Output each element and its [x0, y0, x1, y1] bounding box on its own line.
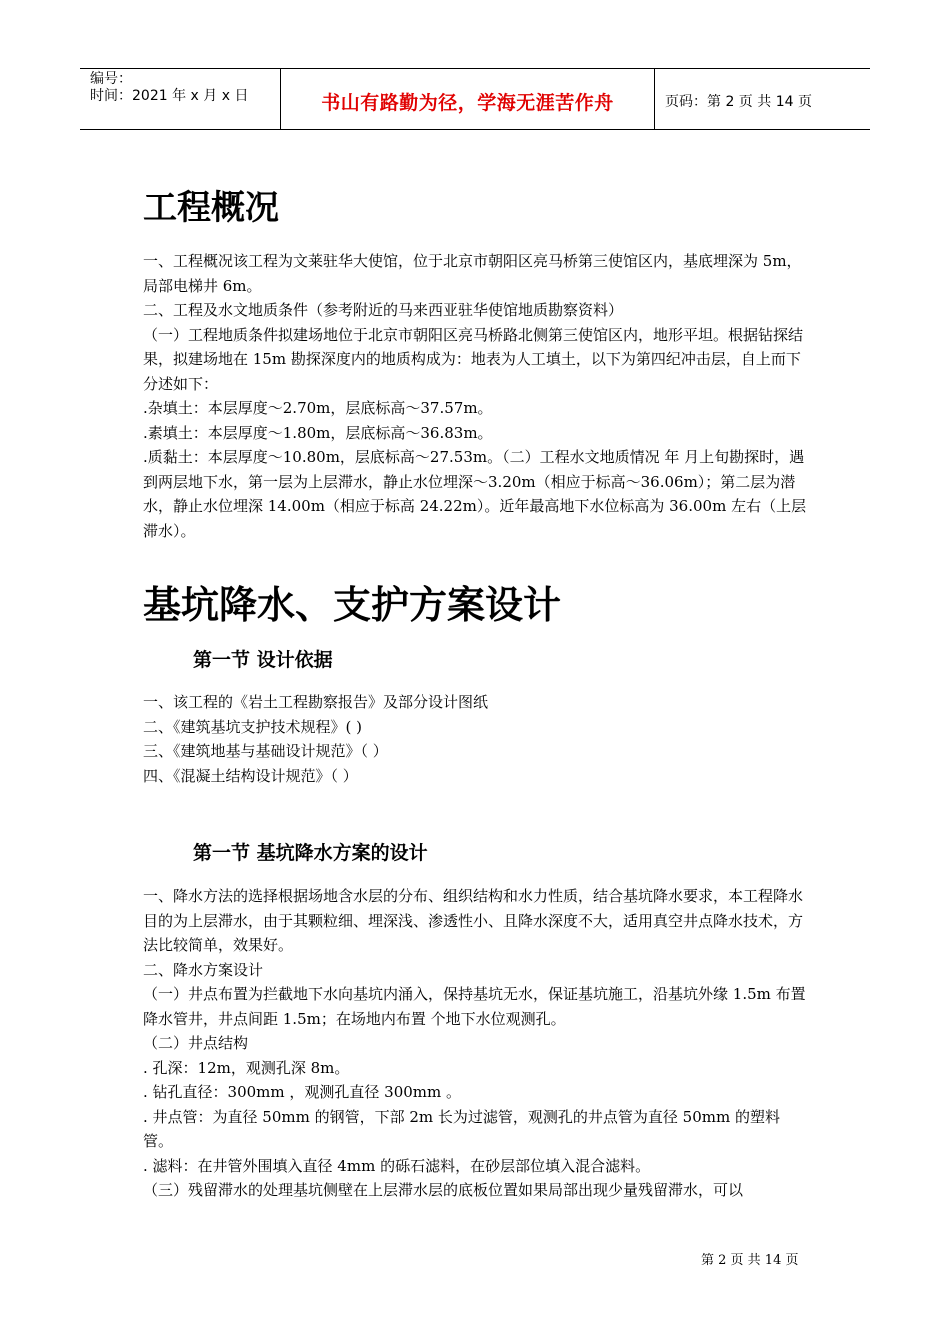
paragraph: . 井点管：为直径 50mm 的钢管，下部 2m 长为过滤管，观测孔的井点管为直径 50mm 的塑料管。	[143, 1107, 780, 1150]
paragraph: .杂填土：本层厚度～2.70m，层底标高～37.57m。	[143, 399, 493, 417]
paragraph: （三）残留滞水的处理基坑侧壁在上层滞水层的底板位置如果局部出现少量残留滞水，可以	[143, 1181, 744, 1199]
paragraph: 一、降水方法的选择根据场地含水层的分布、组织结构和水力性质，结合基坑降水要求，本工程降水目的为上层滞水，由于其颗粒细、埋深浅、渗透性小、且降水深度不大，适用真空井点降水技术，方法比较简单，效果好。	[143, 887, 804, 954]
paragraph: （一）井点布置为拦截地下水向基坑内涌入，保持基坑无水，保证基坑施工，沿基坑外缘 1.5m 布置降水管井，井点间距 1.5m；在场地内布置 个地下水位观测孔。	[143, 985, 806, 1028]
basis-list	[143, 690, 808, 788]
section-title-overview: 工程概况	[143, 188, 279, 228]
paragraph: .素填土：本层厚度～1.80m，层底标高～36.83m。	[143, 423, 493, 442]
paragraph: . 钻孔直径：300mm ，观测孔直径 300mm 。	[143, 1083, 461, 1101]
paragraph: （一）工程地质条件拟建场地位于北京市朝阳区亮马桥路北侧第三使馆区内，地形平坦。根据钻探结果，拟建场地在 15m 勘探深度内的地质构成为：地表为人工填土，以下为第四纪冲击层，自上而下分述如下：	[143, 325, 804, 393]
motto-text: 书山有路勤为径，学海无涯苦作舟	[321, 92, 614, 114]
subsection-title-basis: 第一节 设计依据	[193, 649, 333, 671]
header-motto-cell	[281, 69, 655, 129]
number-label: 编号：	[90, 71, 132, 87]
list-item: 四、《混凝土结构设计规范》（ ）	[143, 766, 358, 785]
paragraph: . 孔深：12m，观测孔深 8m。	[143, 1058, 350, 1077]
paragraph: （二）井点结构	[143, 1034, 249, 1052]
paragraph: . 滤料：在井管外围填入直径 4mm 的砾石滤料，在砂层部位填入混合滤料。	[143, 1156, 651, 1175]
page-header	[80, 68, 870, 130]
header-page-info: 页码：第 2 页 共 14 页	[665, 94, 812, 110]
header-meta-cell	[80, 69, 281, 129]
dewatering-body	[143, 884, 808, 1203]
list-item: 二、《建筑基坑支护技术规程》( )	[143, 717, 362, 736]
list-item: 一、该工程的《岩土工程勘察报告》及部分设计图纸	[143, 693, 489, 711]
list-item: 三、《建筑地基与基础设计规范》（ ）	[143, 742, 388, 760]
paragraph: 一、工程概况该工程为文莱驻华大使馆，位于北京市朝阳区亮马桥第三使馆区内，基底埋深为 5m，局部电梯井 6m。	[143, 252, 802, 295]
time-label: 时间：2021 年 x 月 x 日	[90, 88, 249, 104]
subsection-title-dewatering-design: 第一节 基坑降水方案的设计	[193, 842, 428, 864]
paragraph: 二、工程及水文地质条件（参考附近的马来西亚驻华使馆地质勘察资料）	[143, 301, 624, 319]
page-footer: 第 2 页 共 14 页	[701, 1253, 799, 1268]
header-page-cell	[655, 69, 870, 129]
paragraph: 二、降水方案设计	[143, 960, 264, 979]
paragraph: .质黏土：本层厚度～10.80m，层底标高～27.53m。（二）工程水文地质情况 年 月上旬勘探时，遇到两层地下水，第一层为上层滞水，静止水位埋深～3.20m（相应于标高～36.06m）；第二层为潜水，静止水位埋深 14.00m（相应于标高 24.22m）。近年最高地下水位标高为 36.00m 左右（上层滞水）。	[143, 448, 807, 540]
overview-body	[143, 249, 808, 543]
section-title-dewatering: 基坑降水、支护方案设计	[143, 583, 562, 627]
